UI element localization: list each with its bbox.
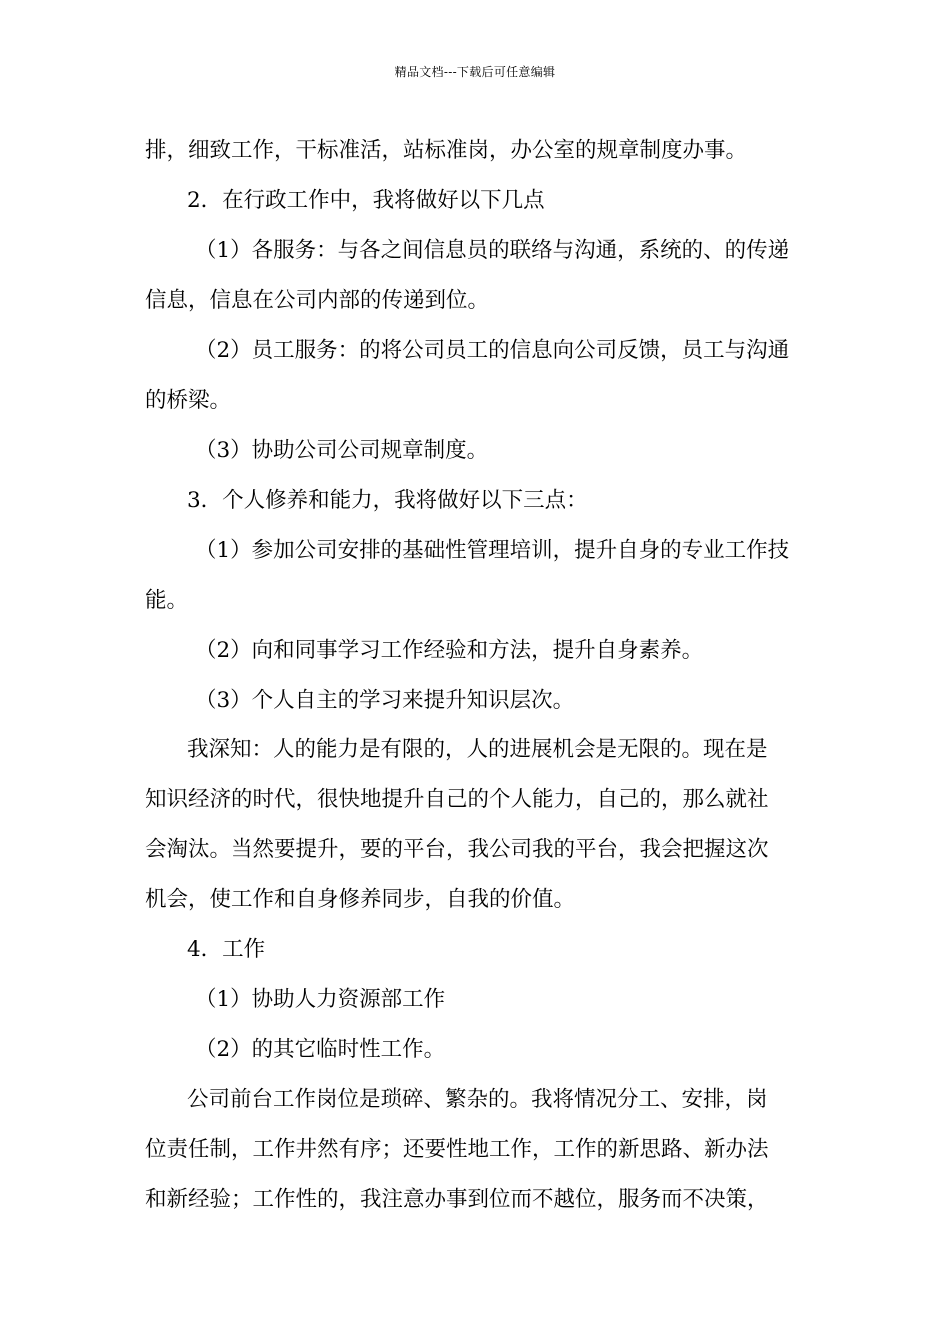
page-header: 精品文档---下载后可任意编辑 <box>394 65 556 79</box>
text-line: （1）协助人力资源部工作 <box>195 987 446 1012</box>
text-line: 4．工作 <box>187 937 266 962</box>
text-line: 公司前台工作岗位是琐碎、繁杂的。我将情况分工、安排，岗 <box>187 1087 768 1112</box>
text-line: （1）各服务：与各之间信息员的联络与沟通，系统的、的传递 <box>195 238 790 263</box>
text-line: 信息，信息在公司内部的传递到位。 <box>145 288 490 313</box>
text-line: 位责任制，工作井然有序；还要性地工作，工作的新思路、新办法 <box>145 1137 769 1162</box>
text-line: 排，细致工作，干标准活，站标准岗，办公室的规章制度办事。 <box>145 138 748 163</box>
text-line: （3）协助公司公司规章制度。 <box>195 438 489 463</box>
text-line: （2）的其它临时性工作。 <box>195 1037 446 1062</box>
text-line: （2）员工服务：的将公司员工的信息向公司反馈，员工与沟通 <box>195 338 790 363</box>
text-line: 的桥梁。 <box>145 388 232 413</box>
text-line: （3）个人自主的学习来提升知识层次。 <box>195 688 575 713</box>
text-line: 机会，使工作和自身修养同步，自我的价值。 <box>145 887 576 912</box>
text-line: 我深知：人的能力是有限的，人的进展机会是无限的。现在是 <box>187 737 768 762</box>
text-line: 会淘汰。当然要提升，要的平台，我公司我的平台，我会把握这次 <box>145 837 769 862</box>
text-line: 2．在行政工作中，我将做好以下几点 <box>187 188 545 213</box>
text-line: （2）向和同事学习工作经验和方法，提升自身素养。 <box>195 638 704 663</box>
text-line: 和新经验；工作性的，我注意办事到位而不越位，服务而不决策， <box>145 1187 769 1212</box>
text-line: 能。 <box>145 588 189 613</box>
text-line: 3．个人修养和能力，我将做好以下三点： <box>187 488 588 513</box>
text-line: （1）参加公司安排的基础性管理培训，提升自身的专业工作技 <box>195 538 790 563</box>
text-line: 知识经济的时代，很快地提升自己的个人能力，自己的，那么就社 <box>145 787 769 812</box>
